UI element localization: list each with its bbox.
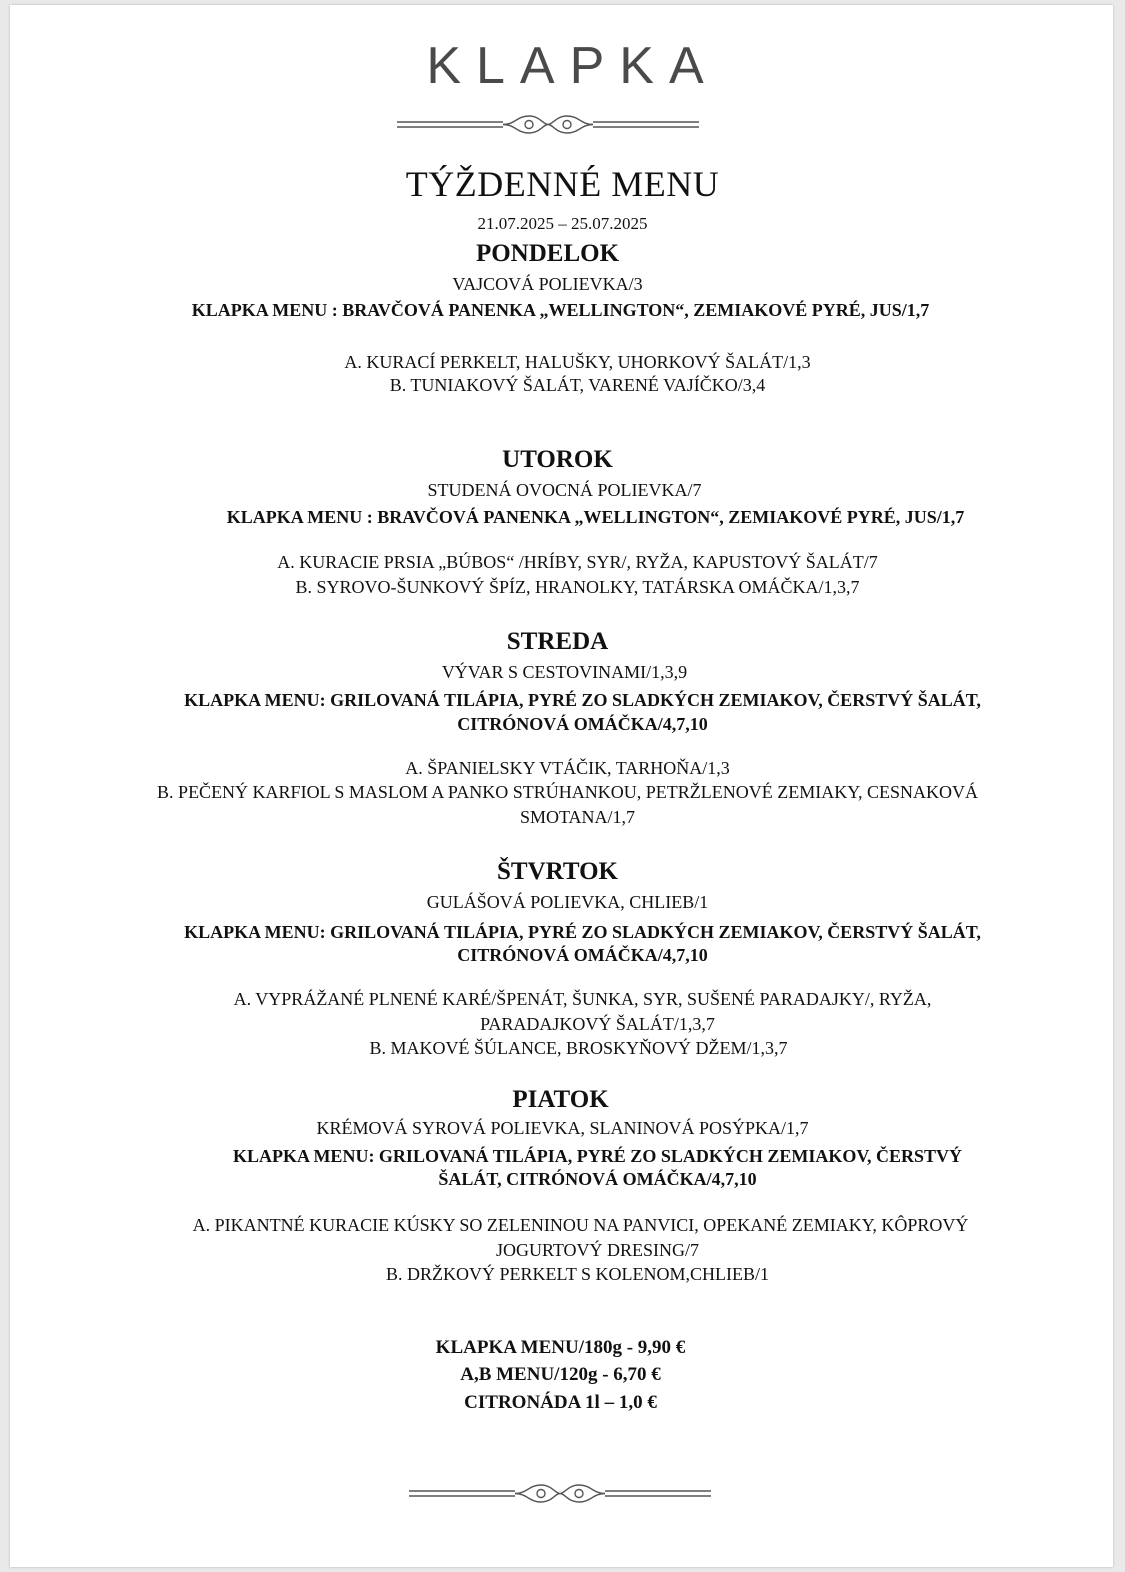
klapka-menu-thursday-line1: KLAPKA MENU: GRILOVANÁ TILÁPIA, PYRÉ ZO SLADKÝCH ZEMIAKOV, ČERSTVÝ ŠALÁT, — [184, 922, 981, 942]
soup-thursday: GULÁŠOVÁ POLIEVKA, CHLIEB/1 — [426, 892, 709, 912]
klapka-menu-friday-line1: KLAPKA MENU: GRILOVANÁ TILÁPIA, PYRÉ ZO SLADKÝCH ZEMIAKOV, ČERSTVÝ — [232, 1146, 963, 1166]
soup-friday: KRÉMOVÁ SYROVÁ POLIEVKA, SLANINOVÁ POSÝPKA/1,7 — [316, 1118, 809, 1138]
price-klapka-menu: KLAPKA MENU/180g - 9,90 € — [435, 1337, 686, 1358]
menu-item-tuesday-b: B. SYROVO-ŠUNKOVÝ ŠPÍZ, HRANOLKY, TATÁRSKA OMÁČKA/1,3,7 — [295, 577, 860, 597]
menu-item-thursday-b: B. MAKOVÉ ŠÚLANCE, BROSKYŇOVÝ DŽEM/1,3,7 — [369, 1038, 788, 1058]
menu-item-monday-b: B. TUNIAKOVÝ ŠALÁT, VARENÉ VAJÍČKO/3,4 — [389, 375, 766, 395]
price-ab-menu: A,B MENU/120g - 6,70 € — [460, 1364, 661, 1385]
klapka-menu-monday: KLAPKA MENU : BRAVČOVÁ PANENKA „WELLINGTON“, ZEMIAKOVÉ PYRÉ, JUS/1,7 — [191, 300, 930, 320]
bottom-ornament-icon — [409, 1480, 711, 1510]
menu-item-wednesday-b: B. PEČENÝ KARFIOL S MASLOM A PANKO STRÚHANKOU, PETRŽLENOVÉ ZEMIAKY, CESNAKOVÁ — [157, 782, 978, 802]
brand-logo: KLAPKA — [426, 37, 719, 95]
klapka-menu-wednesday-line2: CITRÓNOVÁ OMÁČKA/4,7,10 — [457, 714, 708, 734]
menu-item-wednesday-a: A. ŠPANIELSKY VTÁČIK, TARHOŇA/1,3 — [405, 758, 730, 778]
day-heading-tuesday: UTOROK — [502, 446, 613, 473]
top-ornament-icon — [397, 111, 699, 141]
menu-item-tuesday-a: A. KURACIE PRSIA „BÚBOS“ /HRÍBY, SYR/, RYŽA, KAPUSTOVÝ ŠALÁT/7 — [277, 552, 878, 572]
menu-item-monday-a: A. KURACÍ PERKELT, HALUŠKY, UHORKOVÝ ŠALÁT/1,3 — [344, 352, 811, 372]
menu-item-thursday-a: A. VYPRÁŽANÉ PLNENÉ KARÉ/ŠPENÁT, ŠUNKA, SYR, SUŠENÉ PARADAJKY/, RYŽA, — [233, 989, 932, 1009]
soup-tuesday: STUDENÁ OVOCNÁ POLIEVKA/7 — [427, 480, 702, 500]
day-heading-monday: PONDELOK — [475, 240, 620, 267]
menu-date-range: 21.07.2025 – 25.07.2025 — [477, 214, 648, 233]
menu-item-friday-a-cont: JOGURTOVÝ DRESING/7 — [495, 1240, 700, 1260]
day-heading-friday: PIATOK — [512, 1086, 609, 1113]
menu-item-friday-b: B. DRŽKOVÝ PERKELT S KOLENOM,CHLIEB/1 — [385, 1264, 770, 1284]
menu-item-thursday-a-cont: PARADAJKOVÝ ŠALÁT/1,3,7 — [480, 1014, 715, 1034]
soup-wednesday: VÝVAR S CESTOVINAMI/1,3,9 — [441, 662, 688, 682]
day-heading-wednesday: STREDA — [506, 628, 609, 655]
klapka-menu-friday-line2: ŠALÁT, CITRÓNOVÁ OMÁČKA/4,7,10 — [438, 1169, 757, 1189]
price-citronada: CITRONÁDA 1l – 1,0 € — [464, 1392, 657, 1413]
menu-item-wednesday-b-cont: SMOTANA/1,7 — [519, 807, 636, 827]
klapka-menu-wednesday-line1: KLAPKA MENU: GRILOVANÁ TILÁPIA, PYRÉ ZO SLADKÝCH ZEMIAKOV, ČERSTVÝ ŠALÁT, — [184, 690, 981, 710]
soup-monday: VAJCOVÁ POLIEVKA/3 — [452, 274, 643, 294]
menu-item-friday-a: A. PIKANTNÉ KURACIE KÚSKY SO ZELENINOU NA PANVICI, OPEKANÉ ZEMIAKY, KÔPROVÝ — [192, 1215, 969, 1235]
klapka-menu-tuesday: KLAPKA MENU : BRAVČOVÁ PANENKA „WELLINGTON“, ZEMIAKOVÉ PYRÉ, JUS/1,7 — [226, 507, 965, 527]
menu-title: TÝŽDENNÉ MENU — [405, 164, 720, 204]
day-heading-thursday: ŠTVRTOK — [497, 858, 618, 885]
klapka-menu-thursday-line2: CITRÓNOVÁ OMÁČKA/4,7,10 — [457, 945, 708, 965]
